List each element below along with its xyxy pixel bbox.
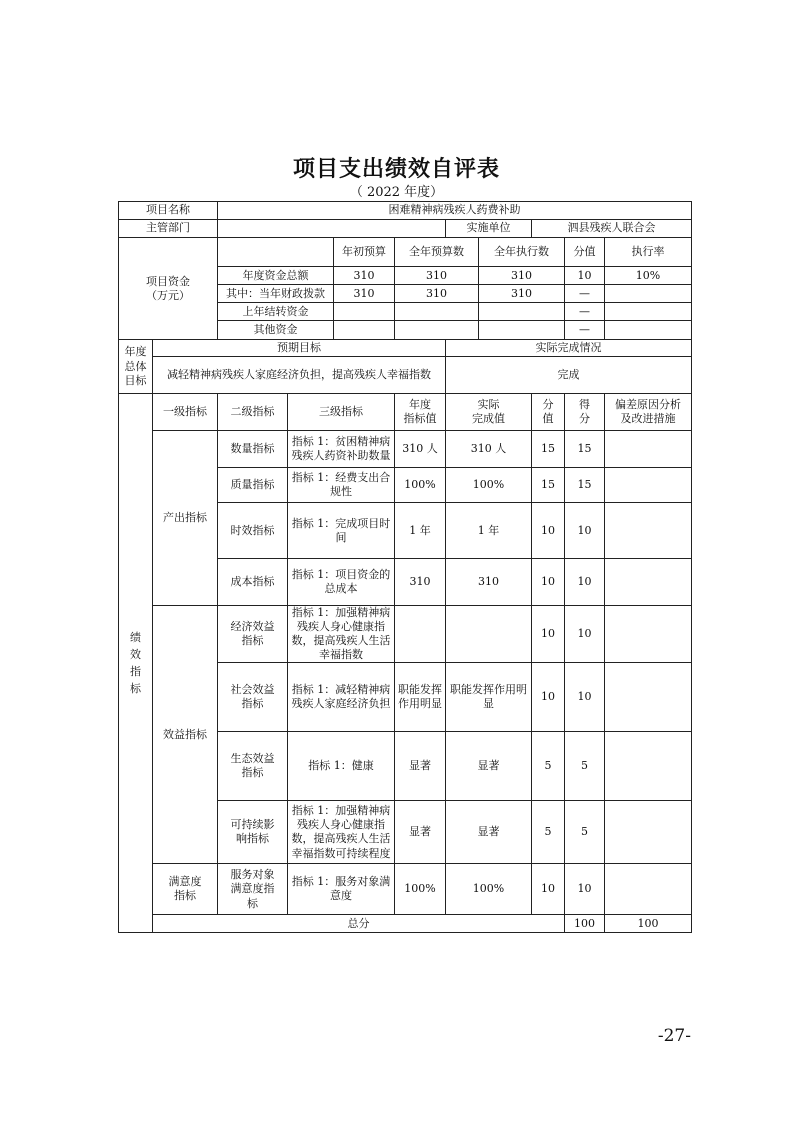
indicator-value: 10	[532, 606, 565, 663]
indicator-score: 15	[565, 431, 605, 468]
indicator-value: 10	[532, 864, 565, 915]
funds-header-c1: 年初预算	[334, 238, 395, 267]
indicator-actual: 职能发挥作用明显	[446, 663, 532, 732]
dept-value	[218, 220, 446, 238]
funds-cell	[395, 303, 479, 321]
impl-label: 实施单位	[446, 220, 532, 238]
indicator-reason	[605, 864, 692, 915]
funds-cell	[334, 321, 395, 340]
indicator-lvl3: 指标 1：减轻精神病残疾人家庭经济负担	[288, 663, 395, 732]
project-name-label: 项目名称	[119, 202, 218, 220]
group-benefit: 效益指标	[153, 606, 218, 864]
header-lvl3: 三级指标	[288, 394, 395, 431]
indicator-score: 10	[565, 559, 605, 606]
total-label: 总分	[153, 915, 565, 933]
indicator-lvl2: 经济效益 指标	[218, 606, 288, 663]
funds-cell	[479, 321, 565, 340]
header-reason: 偏差原因分析 及改进措施	[605, 394, 692, 431]
indicator-reason	[605, 663, 692, 732]
indicator-score: 5	[565, 732, 605, 801]
indicator-lvl2: 社会效益 指标	[218, 663, 288, 732]
impl-value: 泗县残疾人联合会	[532, 220, 692, 238]
indicator-target: 显著	[395, 732, 446, 801]
indicator-lvl2: 服务对象 满意度指 标	[218, 864, 288, 915]
year-subtitle: （ 2022 年度）	[349, 185, 444, 200]
indicator-header-row	[119, 394, 692, 431]
project-name-row	[119, 202, 692, 220]
indicator-lvl3: 指标 1：服务对象满意度	[288, 864, 395, 915]
indicator-value: 10	[532, 559, 565, 606]
indicator-reason	[605, 732, 692, 801]
funds-cell: 10	[565, 267, 605, 285]
funds-cell	[479, 303, 565, 321]
indicator-lvl3: 指标 1：加强精神病残疾人身心健康指数，提高残疾人生活幸福指数	[288, 606, 395, 663]
indicator-lvl3: 指标 1：贫困精神病残疾人药资补助数量	[288, 431, 395, 468]
indicator-reason	[605, 559, 692, 606]
indicator-value: 10	[532, 503, 565, 559]
funds-cell: —	[565, 321, 605, 340]
expected-goal: 减轻精神病残疾人家庭经济负担，提高残疾人幸福指数	[153, 357, 446, 394]
goal-content-row	[119, 357, 692, 394]
indicator-row	[119, 431, 692, 468]
total-score: 100	[605, 915, 692, 933]
indicator-reason	[605, 503, 692, 559]
funds-row-label: 年度资金总额	[218, 267, 334, 285]
funds-cell: 310	[479, 285, 565, 303]
indicator-row	[119, 864, 692, 915]
indicator-reason	[605, 606, 692, 663]
funds-header-c3: 全年执行数	[479, 238, 565, 267]
funds-row-label: 其中：当年财政拨款	[218, 285, 334, 303]
indicator-score: 5	[565, 801, 605, 864]
funds-cell	[334, 303, 395, 321]
funds-cell: 310	[334, 267, 395, 285]
indicator-lvl2: 可持续影 响指标	[218, 801, 288, 864]
actual-completion-label: 实际完成情况	[446, 340, 692, 357]
indicator-reason	[605, 431, 692, 468]
header-actual: 实际 完成值	[446, 394, 532, 431]
actual-completion: 完成	[446, 357, 692, 394]
goal-header-row	[119, 340, 692, 357]
funds-cell: —	[565, 303, 605, 321]
funds-cell: 310	[395, 285, 479, 303]
indicator-row	[119, 606, 692, 663]
indicator-value: 15	[532, 468, 565, 503]
indicator-actual: 100%	[446, 864, 532, 915]
indicator-lvl2: 质量指标	[218, 468, 288, 503]
indicator-lvl2: 时效指标	[218, 503, 288, 559]
indicator-value: 5	[532, 801, 565, 864]
department-row	[119, 220, 692, 238]
indicator-actual: 显著	[446, 801, 532, 864]
page-number: -27-	[657, 1026, 691, 1046]
group-output: 产出指标	[153, 431, 218, 606]
header-lvl2: 二级指标	[218, 394, 288, 431]
funds-cell: 310	[395, 267, 479, 285]
funds-header-c2: 全年预算数	[395, 238, 479, 267]
indicator-value: 10	[532, 663, 565, 732]
header-target: 年度 指标值	[395, 394, 446, 431]
indicator-target: 310	[395, 559, 446, 606]
header-lvl1: 一级指标	[153, 394, 218, 431]
indicator-reason	[605, 801, 692, 864]
indicator-lvl2: 数量指标	[218, 431, 288, 468]
funds-cell	[605, 285, 692, 303]
indicator-lvl3: 指标 1：项目资金的总成本	[288, 559, 395, 606]
indicator-target: 100%	[395, 468, 446, 503]
indicator-actual: 显著	[446, 732, 532, 801]
indicator-lvl2: 成本指标	[218, 559, 288, 606]
indicator-value: 5	[532, 732, 565, 801]
indicator-lvl3: 指标 1：经费支出合规性	[288, 468, 395, 503]
page-title: 项目支出绩效自评表	[292, 157, 500, 182]
indicator-actual: 310 人	[446, 431, 532, 468]
indicator-reason	[605, 468, 692, 503]
funds-header-c5: 执行率	[605, 238, 692, 267]
indicator-score: 10	[565, 663, 605, 732]
funds-cell: —	[565, 285, 605, 303]
funds-header-c4: 分值	[565, 238, 605, 267]
funds-cell	[605, 303, 692, 321]
indicator-lvl3: 指标 1：加强精神病残疾人身心健康指数，提高残疾人生活幸福指数可持续程度	[288, 801, 395, 864]
indicator-actual	[446, 606, 532, 663]
header-score-value: 分 值	[532, 394, 565, 431]
self-evaluation-table	[118, 201, 692, 933]
goal-label: 年度 总体 目标	[119, 340, 153, 394]
indicator-score: 15	[565, 468, 605, 503]
indicator-score: 10	[565, 606, 605, 663]
funds-row-label: 其他资金	[218, 321, 334, 340]
funds-header-row	[119, 238, 692, 267]
funds-cell	[605, 321, 692, 340]
dept-label: 主管部门	[119, 220, 218, 238]
funds-cell	[395, 321, 479, 340]
indicator-lvl3: 指标 1：完成项目时间	[288, 503, 395, 559]
indicator-target: 1 年	[395, 503, 446, 559]
indicator-actual: 1 年	[446, 503, 532, 559]
funds-label: 项目资金 （万元）	[119, 238, 218, 340]
indicator-lvl2: 生态效益 指标	[218, 732, 288, 801]
indicator-target: 显著	[395, 801, 446, 864]
indicator-target: 100%	[395, 864, 446, 915]
indicator-score: 10	[565, 503, 605, 559]
funds-cell: 310	[479, 267, 565, 285]
indicator-actual: 310	[446, 559, 532, 606]
expected-goal-label: 预期目标	[153, 340, 446, 357]
total-row	[119, 915, 692, 933]
group-satisfaction: 满意度 指标	[153, 864, 218, 915]
funds-row-label: 上年结转资金	[218, 303, 334, 321]
funds-header-blank	[218, 238, 334, 267]
project-name-value: 困难精神病残疾人药费补助	[218, 202, 692, 220]
indicators-section-label: 绩 效 指 标	[119, 394, 153, 933]
funds-cell: 10%	[605, 267, 692, 285]
indicator-target: 310 人	[395, 431, 446, 468]
indicator-target: 职能发挥作用明显	[395, 663, 446, 732]
indicator-target	[395, 606, 446, 663]
total-value: 100	[565, 915, 605, 933]
indicator-score: 10	[565, 864, 605, 915]
funds-cell: 310	[334, 285, 395, 303]
indicator-lvl3: 指标 1：健康	[288, 732, 395, 801]
header-score: 得 分	[565, 394, 605, 431]
indicator-actual: 100%	[446, 468, 532, 503]
indicator-value: 15	[532, 431, 565, 468]
